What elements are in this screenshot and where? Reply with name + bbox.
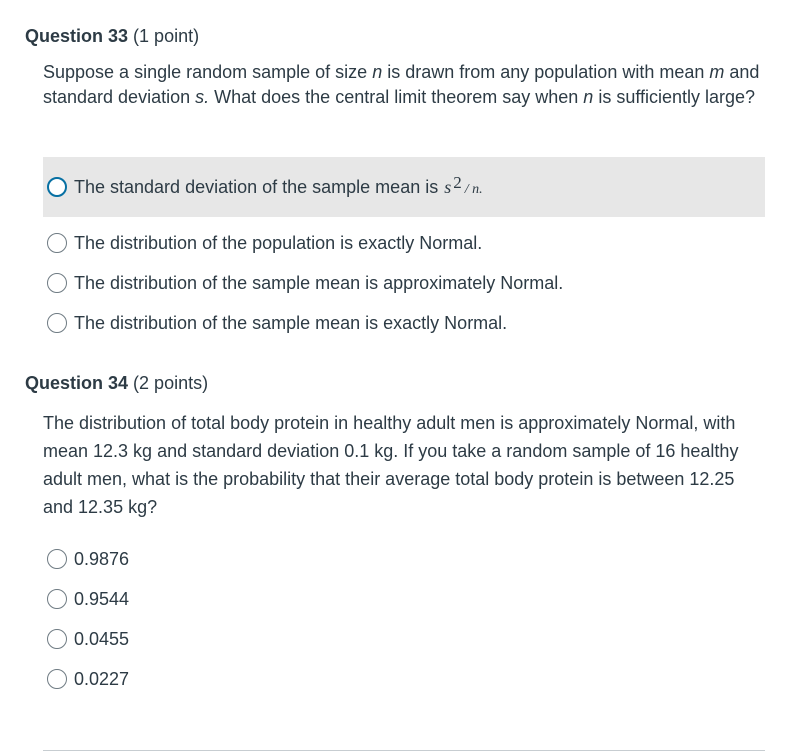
radio-button[interactable]	[47, 313, 67, 333]
answer-option[interactable]	[43, 579, 765, 619]
question-title: Question 33	[25, 26, 129, 46]
radio-button[interactable]	[47, 273, 67, 293]
divider	[43, 750, 765, 751]
option-label: The standard deviation of the sample mean is	[74, 176, 439, 197]
question-33-header	[25, 25, 199, 47]
question-points: (2 points)	[133, 373, 209, 393]
radio-button[interactable]	[47, 177, 67, 197]
option-label: 0.9544	[74, 588, 130, 609]
radio-button[interactable]	[47, 549, 67, 569]
radio-button[interactable]	[47, 669, 67, 689]
answer-option[interactable]	[43, 539, 765, 579]
option-label: 0.9876	[74, 548, 130, 569]
question-title: Question 34	[25, 373, 129, 393]
radio-button[interactable]	[47, 629, 67, 649]
option-label: 0.0455	[74, 628, 130, 649]
answer-option[interactable]	[43, 223, 765, 263]
question-34-header	[25, 372, 208, 394]
question-34-text: The distribution of total body protein in healthy adult men is approximately Normal, with mean 12.3 kg and standard deviation 0.1 kg. If you take a random sample of 16 healthy adult men, what is the probability that their average total body protein is between 12.25 and 12.35 kg?	[43, 413, 739, 517]
radio-button[interactable]	[47, 589, 67, 609]
radio-button[interactable]	[47, 233, 67, 253]
question-33-text: Suppose a single random sample of size n is drawn from any population with mean m and standard deviation s. What does the central limit theorem say when n is sufficiently large?	[43, 62, 760, 107]
option-label: The distribution of the population is exactly Normal.	[74, 232, 483, 253]
answer-option[interactable]	[43, 157, 765, 217]
option-formula: s 2 / n.	[444, 172, 483, 197]
option-label: The distribution of the sample mean is exactly Normal.	[74, 312, 508, 333]
answer-option[interactable]	[43, 303, 765, 343]
answer-option[interactable]	[43, 619, 765, 659]
answer-option[interactable]	[43, 659, 765, 699]
answer-option[interactable]	[43, 263, 765, 303]
option-label: 0.0227	[74, 668, 130, 689]
question-points: (1 point)	[133, 26, 200, 46]
option-label: The distribution of the sample mean is approximately Normal.	[74, 272, 564, 293]
